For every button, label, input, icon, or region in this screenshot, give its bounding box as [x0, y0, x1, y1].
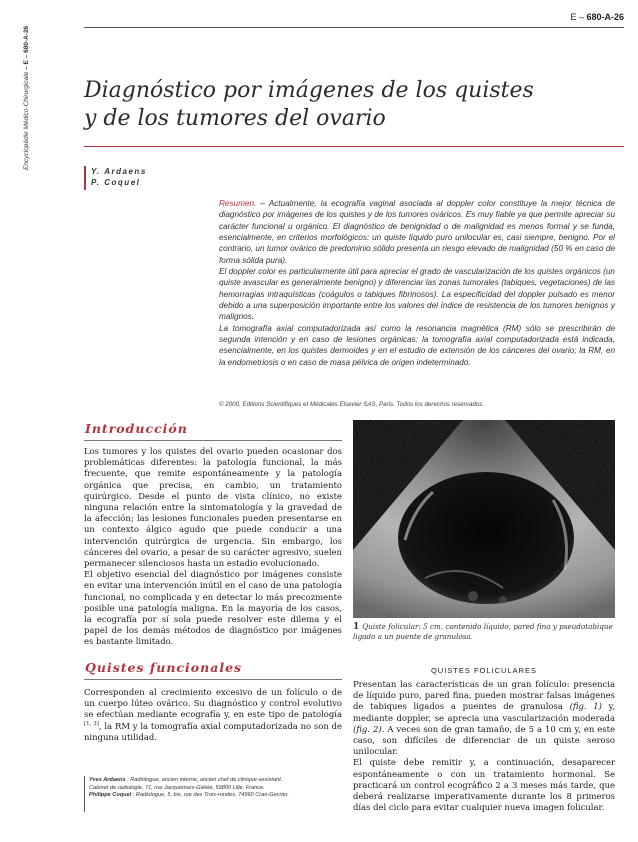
intro-heading: Introducción — [85, 421, 188, 436]
functional-body — [84, 687, 342, 743]
follicular-heading: QUISTES FOLICULARES — [430, 666, 538, 675]
doc-code-number: 680-A-26 — [586, 12, 624, 22]
doc-code-prefix: E – — [570, 12, 584, 22]
abstract — [219, 198, 615, 368]
author-1: Y. Ardaens — [91, 167, 147, 176]
authors — [91, 166, 147, 188]
title-line-1: Diagnóstico por imágenes de los quistes — [84, 78, 534, 103]
follicular-p1b: y, mediante doppler, se aprecia una vascularización moderada — [353, 701, 615, 723]
ultrasound-image — [353, 420, 615, 618]
intro-p1: Los tumores y los quistes del ovario pueden ocasionar dos problemáticas diferentes: la patología funcional, la más frecuente, que remite espontáneamente y la patología orgánica que precisa, en cambio, un tratamiento quirúrgico. Desde el punto de vista clínico, no existe ninguna relación entre la sintomatología y la gravedad de la afección; las lesiones funcionales pueden presentarse en un contexto álgico agudo que puede conducir a una intervención quirúrgica de urgencia. Sin embargo, los cánceres del ovario, a pesar de su carácter agresivo, suelen permanecer silenciosos hasta un estadio evolucionado. — [84, 446, 342, 569]
functional-ref: [1, 3] — [84, 720, 99, 727]
affil-1-name: Yves Ardaens — [89, 777, 126, 783]
abstract-p1: – Actualmente, la ecografía vaginal asociada al doppler color constituye la mejor técnica de diagnóstico por imágenes de los quistes y de los tumores ováricos. Es muy fiable ya que permite apreciar su carácter funcional u orgánico. El diagnóstico de benignidad o de malignidad es menos formal y se funda, esencialmente, en criterios morfológicos: un quiste líquido puro unilocular es, casi siempre, benigno. Por el contrario, un tumor ovárico de predominio sólido presenta un riesgo elevado de malignidad (50 % en caso de forma sólida pura). — [219, 199, 615, 265]
follicular-p1a: Presentan las características de un gran folículo: presencia de líquido puro, pared fina, pueden mostrar falsas imágenes de tabiques ligados a puentes de granulosa — [353, 679, 615, 712]
follicular-p1c: . A veces son de gran tamaño, de 5 a 10 cm y, en este caso, son difíciles de diferenciar de un quiste seroso unilocular. — [353, 723, 615, 757]
intro-p2: El objetivo esencial del diagnóstico por imágenes consiste en evitar una intervención inútil en el caso de una patología funcional, no complicada y en detectar lo más precozmente posible una patología maligna. En la mayoría de los casos, la ecografía por sí sola puede resolver este dilema y el papel de los demás métodos de diagnóstico por imágenes es bastante limitado. — [84, 569, 342, 647]
follicular-body — [353, 679, 615, 813]
author-2: P. Coquel — [91, 178, 141, 187]
fig1-reference: (fig. 1) — [569, 701, 602, 712]
intro-body — [84, 446, 342, 648]
functional-text-end: , la RM y la tomografía axial computadorizada no son de ninguna utilidad. — [84, 720, 342, 742]
affil-2-name: Philippe Coquel — [89, 792, 132, 799]
title-rule — [84, 146, 624, 147]
document-code — [570, 12, 624, 22]
abstract-p2: El doppler color es particularmente útil para apreciar el grado de vascularización de los quistes orgánicos (un quiste avascular es generalmente benigno) y diferenciar las zonas tumorales (tabiques, vegetaciones) de las hemorragias intraquísticas (coágulos o tabiques fibrinosos). La especificidad del doppler pulsado es menor debido a una superposición importante entre los valores del índice de resistencia de los tumores benignos y malignos. — [219, 267, 615, 322]
functional-heading: Quistes funcionales — [85, 660, 243, 675]
journal-side-label — [11, 4, 30, 174]
affiliations — [89, 777, 341, 800]
side-journal-name: Encyclopédie Médico-Chirurgicale — [23, 71, 30, 170]
functional-text: Corresponden al crecimiento excesivo de un folículo o de un cuerpo lúteo ovárico. Su diagnóstico y control evolutivo se efectúan mediante ecografía y, en este tipo de patología — [84, 687, 342, 720]
fig2-reference: (fig. 2) — [353, 723, 382, 734]
follicular-p2: El quiste debe remitir y, a continuación, desaparecer espontáneamente o con un tratamiento hormonal. Se practicará un control ecográfico 2 a 3 meses más tarde, que deberá realizarse imperativamente durante los 8 primeros días del ciclo para evitar cualquier nueva imagen folicular. — [353, 757, 615, 813]
affil-1-address: Cabinet de radiologie, 71, rue Jacquemars-Giélée, 59800 Lille, France. — [89, 784, 265, 791]
title-line-2: y de los tumores del ovario — [84, 106, 386, 131]
affil-2-text: : Radiologue, 5, bis, rue des Trois-rondes, 74960 Cran-Gevrier. — [131, 792, 289, 799]
abstract-label: Resumen. — [219, 199, 257, 208]
figure-number: 1 — [353, 622, 360, 632]
article-title — [84, 77, 614, 133]
abstract-p3: La tomografía axial computadorizada así como la resonancia magnética (RM) sólo se prescribirán de segunda intención y en caso de lesiones orgánicas: la tomografía axial computadorizada está indicada, esencialmente, en los quistes dermoides y en el estudio de extensión de los cánceres del ovario; la RM, en la endometriosis o en caso de masa pélvica de origen indeterminado. — [219, 323, 615, 367]
authors-accent-bar — [84, 166, 86, 190]
functional-rule — [84, 679, 342, 680]
copyright: © 2000, Editions Scientifiques et Médicales Elsevier SAS, Paris. Todos los derechos reservados. — [219, 401, 485, 408]
figure-caption-text: Quiste folicular: 5 cm, contenido líquido, pared fina y pseudotabique ligado a un puente de granulosa. — [353, 622, 613, 641]
affil-1-text: : Radiologue, ancien interne, ancien chef de clinique-assistant. — [125, 777, 283, 783]
top-rule — [84, 27, 624, 28]
affiliation-bar — [84, 776, 85, 812]
figure-caption — [353, 622, 615, 642]
side-code: – E – 680-A-26 — [23, 25, 30, 70]
intro-rule — [84, 440, 342, 441]
